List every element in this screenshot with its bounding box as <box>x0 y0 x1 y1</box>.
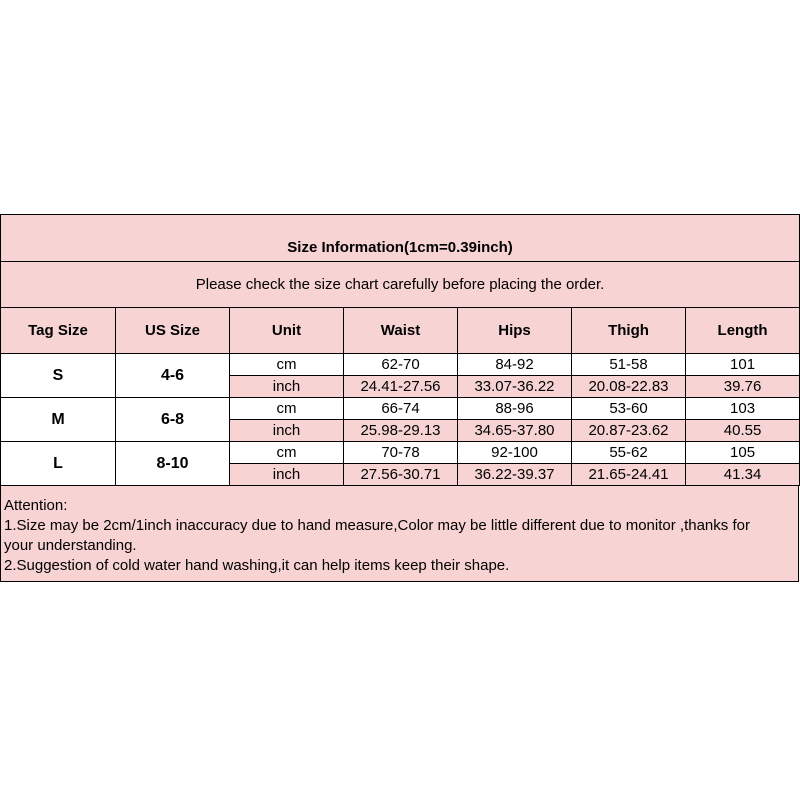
size-chart <box>0 214 799 582</box>
length-cell: 103 <box>686 398 800 420</box>
us-size-cell: 6-8 <box>116 398 230 442</box>
waist-cell: 62-70 <box>344 354 458 376</box>
tag-size-cell: L <box>1 442 116 486</box>
header-tag-size: Tag Size <box>1 308 116 354</box>
waist-cell: 25.98-29.13 <box>344 420 458 442</box>
us-size-cell: 4-6 <box>116 354 230 398</box>
unit-cell: inch <box>230 376 344 398</box>
waist-cell: 66-74 <box>344 398 458 420</box>
length-cell: 40.55 <box>686 420 800 442</box>
length-cell: 39.76 <box>686 376 800 398</box>
header-us-size: US Size <box>116 308 230 354</box>
hips-cell: 33.07-36.22 <box>458 376 572 398</box>
unit-cell: cm <box>230 442 344 464</box>
unit-cell: cm <box>230 398 344 420</box>
attention-line-1-continued: your understanding. <box>4 537 137 554</box>
tag-size-cell: M <box>1 398 116 442</box>
header-row <box>1 308 800 354</box>
attention-heading: Attention: <box>4 497 68 514</box>
waist-cell: 24.41-27.56 <box>344 376 458 398</box>
header-thigh: Thigh <box>572 308 686 354</box>
chart-title: Size Information(1cm=0.39inch) <box>1 215 800 262</box>
hips-cell: 88-96 <box>458 398 572 420</box>
thigh-cell: 21.65-24.41 <box>572 464 686 486</box>
header-waist: Waist <box>344 308 458 354</box>
hips-cell: 92-100 <box>458 442 572 464</box>
hips-cell: 84-92 <box>458 354 572 376</box>
tag-size-cell: S <box>1 354 116 398</box>
table-row-l-cm <box>1 442 800 464</box>
length-cell: 101 <box>686 354 800 376</box>
thigh-cell: 20.87-23.62 <box>572 420 686 442</box>
table-row-s-cm <box>1 354 800 376</box>
thigh-cell: 20.08-22.83 <box>572 376 686 398</box>
thigh-cell: 51-58 <box>572 354 686 376</box>
title-row <box>1 215 800 262</box>
length-cell: 105 <box>686 442 800 464</box>
unit-cell: inch <box>230 464 344 486</box>
thigh-cell: 53-60 <box>572 398 686 420</box>
unit-cell: inch <box>230 420 344 442</box>
table-row-m-cm <box>1 398 800 420</box>
header-length: Length <box>686 308 800 354</box>
header-unit: Unit <box>230 308 344 354</box>
attention-line-2: 2.Suggestion of cold water hand washing,it can help items keep their shape. <box>4 557 510 574</box>
notice-row <box>1 262 800 308</box>
length-cell: 41.34 <box>686 464 800 486</box>
hips-cell: 34.65-37.80 <box>458 420 572 442</box>
hips-cell: 36.22-39.37 <box>458 464 572 486</box>
notice-text: Please check the size chart carefully before placing the order. <box>1 262 800 308</box>
thigh-cell: 55-62 <box>572 442 686 464</box>
unit-cell: cm <box>230 354 344 376</box>
waist-cell: 27.56-30.71 <box>344 464 458 486</box>
size-table <box>0 214 800 486</box>
attention-notes <box>0 486 799 582</box>
attention-line-1: 1.Size may be 2cm/1inch inaccuracy due to hand measure,Color may be little different due to monitor ,thanks for <box>4 517 750 534</box>
waist-cell: 70-78 <box>344 442 458 464</box>
header-hips: Hips <box>458 308 572 354</box>
us-size-cell: 8-10 <box>116 442 230 486</box>
